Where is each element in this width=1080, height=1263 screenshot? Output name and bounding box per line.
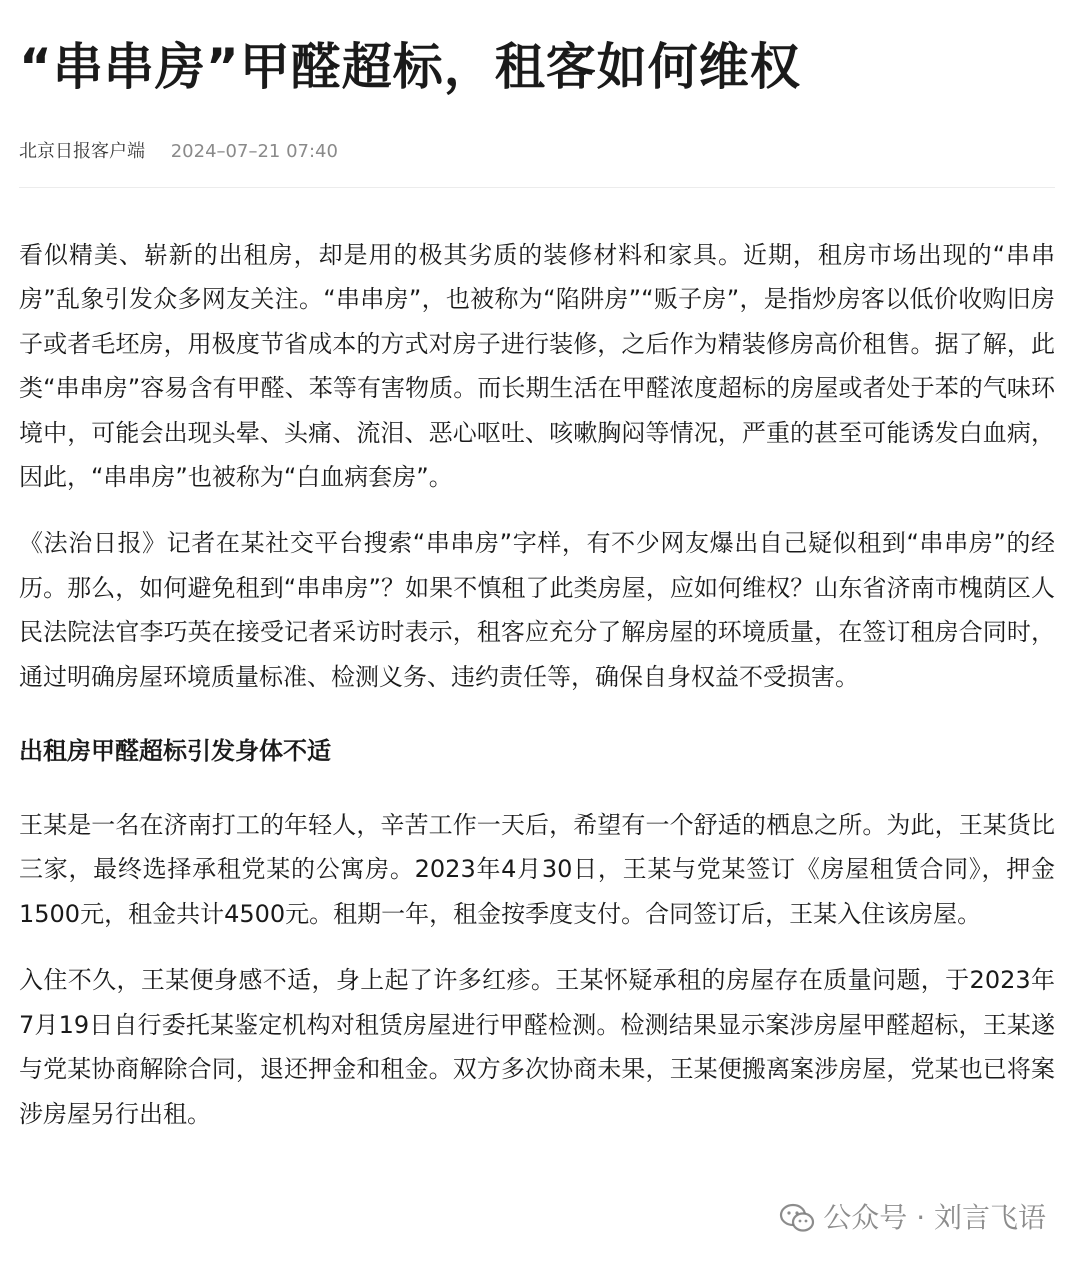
paragraph: 《法治日报》记者在某社交平台搜索“串串房”字样，有不少网友爆出自己疑似租到“串串房”的经历。那么，如何避免租到“串串房”？如果不慎租了此类房屋，应如何维权？山东省济南市槐荫区人民法院法官李巧英在接受记者采访时表示，租客应充分了解房屋的环境质量，在签订租房合同时，通过明确房屋环境质量标准、检测义务、违约责任等，确保自身权益不受损害。 — [19, 529, 1055, 691]
divider — [19, 187, 1055, 188]
paragraph: 王某是一名在济南打工的年轻人，辛苦工作一天后，希望有一个舒适的栖息之所。为此，王某货比三家，最终选择承租党某的公寓房。2023年4月30日，王某与党某签订《房屋租赁合同》，押金1500元，租金共计4500元。租期一年，租金按季度支付。合同签订后，王某入住该房屋。 — [19, 811, 1055, 928]
watermark — [779, 1198, 1046, 1238]
paragraph: 入住不久，王某便身感不适，身上起了许多红疹。王某怀疑承租的房屋存在质量问题，于2023年7月19日自行委托某鉴定机构对租赁房屋进行甲醛检测。检测结果显示案涉房屋甲醛超标，王某遂与党某协商解除合同，退还押金和租金。双方多次协商未果，王某便搬离案涉房屋，党某也已将案涉房屋另行出租。 — [19, 966, 1055, 1128]
article-meta — [19, 140, 1055, 164]
article-date: 2024–07–21 07:40 — [170, 141, 338, 162]
watermark-text: 公众号 · 刘言飞语 — [823, 1201, 1046, 1234]
section-heading: 出租房甲醛超标引发身体不适 — [19, 737, 331, 766]
article-title: “串串房”甲醛超标，租客如何维权 — [19, 38, 801, 96]
article-body — [19, 233, 1055, 1136]
article — [19, 0, 1055, 1158]
article-source[interactable]: 北京日报客户端 — [19, 141, 145, 162]
paragraph: 看似精美、崭新的出租房，却是用的极其劣质的装修材料和家具。近期，租房市场出现的“串串房”乱象引发众多网友关注。“串串房”，也被称为“陷阱房”“贩子房”，是指炒房客以低价收购旧房子或者毛坯房，用极度节省成本的方式对房子进行装修，之后作为精装修房高价租售。据了解，此类“串串房”容易含有甲醛、苯等有害物质。而长期生活在甲醛浓度超标的房屋或者处于苯的气味环境中，可能会出现头晕、头痛、流泪、恶心呕吐、咳嗽胸闷等情况，严重的甚至可能诱发白血病，因此，“串串房”也被称为“白血病套房”。 — [19, 241, 1055, 492]
wechat-icon — [779, 1203, 815, 1233]
